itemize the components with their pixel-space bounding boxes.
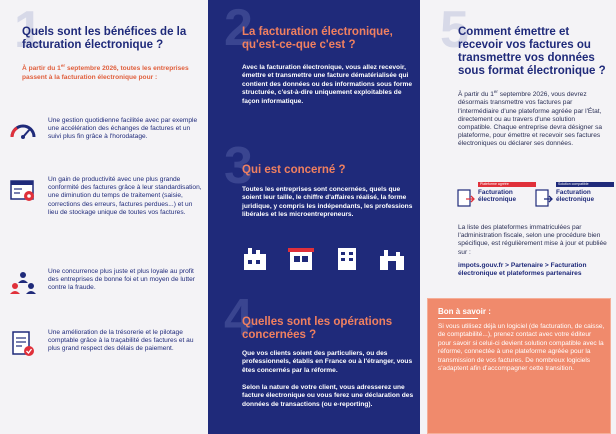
how-to-title: Comment émettre et recevoir vos factures ou transmettre vos données sous format électronique ? [458, 26, 606, 77]
operations-text-2: Selon la nature de votre client, vous adresserez une facture électronique ou vous ferez une déclaration des données de transactions (ou e-reporting). [242, 384, 414, 408]
document-arrow-icon [456, 188, 476, 210]
concerned-title: Qui est concerné ? [242, 164, 346, 176]
logo-line1: Facturation [556, 189, 591, 196]
how-to-text: À partir du 1er septembre 2026, vous devrez désormais transmettre vos factures par l'intermédiaire d'une plateforme agréée par l'État, directement ou au travers d'une solution compatible. Chaque entreprise devra désigner sa plateforme, pour émettre et recevoir ses factures électroniques ou déclarer ses données. [458, 89, 603, 148]
people-network-icon [8, 268, 38, 298]
section-number-4: 4 [224, 289, 253, 347]
benefit-text: Une gestion quotidienne facilitée avec par exemple une accélération des échanges de factures et un suivi plus fin grâce à l'horodatage. [48, 117, 198, 141]
logo-line2: électronique [478, 196, 516, 203]
concerned-text: Toutes les entreprises sont concernées, quels que soient leur taille, le chiffre d'affaires réalisé, la forme juridique, y compris les indépendants, les professions libérales et les microentrepreneurs. [242, 186, 413, 219]
settings-window-icon [8, 176, 38, 206]
bon-text: Si vous utilisez déjà un logiciel (de facturation, de caisse, de comptabilité...), prenez contact avec votre éditeur pour savoir si celui-ci devient solution compatible avec la réforme, connectée à une plateforme agréée pour la transmission de vos factures. De nombreux logiciels s'adaptent afin d'accompagner cette transition. [438, 323, 605, 373]
logo-badge: Solution compatible [556, 182, 614, 187]
benefit-text: Un gain de productivité avec une plus grande conformité des factures grâce à leur standardisation, une diminution du temps de traitement (saisie, corrections des erreurs, factures perdues...) et un lieu de stockage unique de toutes vos factures. [48, 176, 202, 216]
section-number-3: 3 [224, 137, 253, 195]
logo-line2: électronique [556, 196, 594, 203]
benefit-item [8, 329, 204, 359]
operations-title: Quelles sont les opérations concernées ? [242, 316, 393, 341]
definition-text: Avec la facturation électronique, vous allez recevoir, émettre et transmettre une facture dématérialisée qui contient des données ou des informations sous forme structurée, c'est-à-dire uniquement exploitables de façon informatique. [242, 64, 412, 105]
benefits-intro: À partir du 1er septembre 2026, toutes les entreprises passent à la facturation électronique pour : [22, 63, 189, 81]
benefit-item [8, 268, 204, 298]
definition-column [208, 0, 420, 434]
section-number-1: 1 [14, 1, 43, 59]
section-number-5: 5 [440, 1, 469, 59]
buildings-icon [242, 246, 414, 272]
benefit-item [8, 117, 204, 147]
invoice-check-icon [8, 329, 38, 359]
logo-line1: Facturation [478, 189, 513, 196]
section-number-2: 2 [224, 0, 253, 57]
platform-list-text: La liste des plateformes immatriculées par l'administration fiscale, selon une procédure bien spécifique, est régulièrement mise à jour et publiée sur : [458, 224, 607, 256]
definition-title: La facturation électronique, qu'est-ce-que c'est ? [242, 26, 393, 51]
bon-a-savoir-box [427, 298, 611, 434]
benefits-column [0, 0, 208, 434]
bon-title: Bon à savoir : [438, 307, 491, 316]
operations-text: Que vos clients soient des particuliers, ou des professionnels, établis en France ou à l'étranger, vous êtes concernés par la réforme. [242, 350, 413, 374]
impots-link[interactable]: impots.gouv.fr > Partenaire > Facturation électronique et plateformes partenaires [458, 262, 587, 278]
logo-badge: Plateforme agréée [478, 182, 536, 187]
benefit-item [8, 176, 204, 217]
benefit-text: Une concurrence plus juste et plus loyale au profit des entreprises de bonne foi et un moyen de lutter contre la fraude. [48, 268, 195, 292]
speedometer-icon [8, 117, 38, 147]
benefit-text: Une amélioration de la trésorerie et le pilotage comptable grâce à la traçabilité des factures et au plus grand respect des délais de paiement. [48, 329, 194, 353]
document-arrow-icon [534, 188, 554, 210]
bon-divider [438, 318, 478, 319]
benefits-title: Quels sont les bénéfices de la facturation électronique ? [22, 26, 187, 51]
